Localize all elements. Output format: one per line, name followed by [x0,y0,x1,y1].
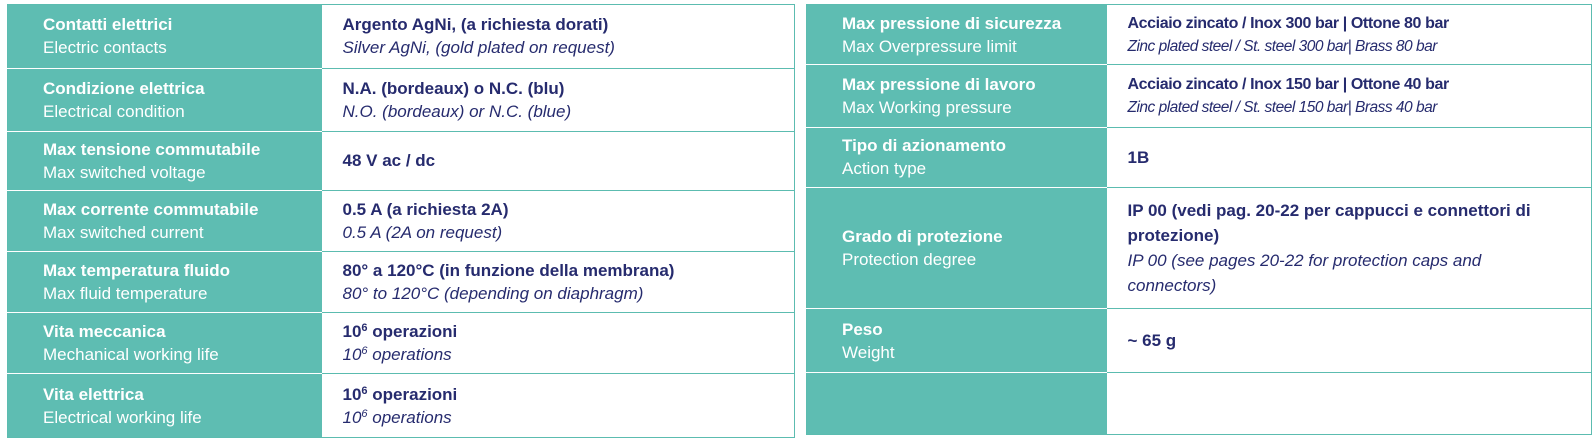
value-english [343,343,787,366]
value-exponent: 6 [361,384,368,397]
value-base: 10 [342,407,362,427]
value-italian: 48 V ac / dc [342,151,436,171]
label-italian: Max temperatura fluido [43,261,231,281]
spec-row-protection-degree [807,187,1592,309]
spec-row-empty [807,372,1592,434]
spec-label [807,187,1107,309]
label-english: Max Working pressure [842,97,1012,117]
specs-table-left [7,4,795,438]
value-exponent: 6 [361,345,368,358]
value-base: 10 [342,345,362,365]
spec-value [322,312,795,374]
label-italian: Tipo di azionamento [842,136,1007,156]
spec-value [322,68,795,132]
value-exponent: 6 [361,322,368,335]
spec-value [1107,127,1592,187]
label-italian: Contatti elettrici [43,15,173,35]
label-italian: Max pressione di sicurezza [842,13,1062,33]
value-english: Zinc plated steel / St. steel 300 bar| Brass 80 bar [1127,37,1437,55]
label-italian: Max tensione commutabile [43,139,261,159]
spec-value [322,374,795,438]
label-english: Electric contacts [43,38,167,58]
label-italian: Max corrente commutabile [43,199,259,219]
label-english: Action type [842,159,927,179]
spec-label [807,65,1107,127]
value-italian [343,320,787,343]
spec-label [8,374,322,438]
label-italian: Grado di protezione [842,227,1003,247]
value-unit: operations [367,407,452,427]
value-english: IP 00 (see pages 20-22 for protection caps and connectors) [1127,251,1482,296]
spec-label [8,132,322,190]
spec-value [1107,309,1592,372]
value-english: Silver AgNi, (gold plated on request) [342,38,615,58]
spec-row-switched-current [8,190,795,252]
spec-value-empty [1107,372,1592,434]
label-english: Electrical condition [43,101,185,121]
value-english [343,406,787,429]
spec-value [1107,65,1592,127]
label-english: Protection degree [842,250,977,270]
spec-row-action-type [807,127,1592,187]
value-italian: Acciaio zincato / Inox 150 bar | Ottone 40 bar [1127,75,1449,93]
value-italian: 80° a 120°C (in funzione della membrana) [342,261,675,281]
label-italian: Max pressione di lavoro [842,74,1036,94]
label-english: Electrical working life [43,407,202,427]
value-italian: Argento AgNi, (a richiesta dorati) [342,15,609,35]
spec-label [807,309,1107,372]
value-base: 10 [342,384,362,404]
label-english: Max fluid temperature [43,284,208,304]
value-unit: operations [367,345,452,365]
spec-label [8,252,322,313]
value-english: 0.5 A (2A on request) [342,222,503,242]
label-english: Weight [842,342,895,362]
spec-value [322,132,795,190]
value-english: Zinc plated steel / St. steel 150 bar| Brass 40 bar [1127,98,1437,116]
value-italian: 1B [1127,147,1150,167]
value-exponent: 6 [361,407,368,420]
spec-label [8,190,322,252]
value-italian: 0.5 A (a richiesta 2A) [342,199,509,219]
spec-row-switched-voltage [8,132,795,190]
spec-value [322,5,795,69]
value-italian: Acciaio zincato / Inox 300 bar | Ottone 80 bar [1127,14,1449,32]
spec-value [1107,187,1592,309]
spec-label [8,5,322,69]
value-unit: operazioni [367,322,458,342]
value-italian [343,383,787,406]
label-italian: Peso [842,319,883,339]
value-english: 80° to 120°C (depending on diaphragm) [342,284,644,304]
spec-row-electric-contacts [8,5,795,69]
spec-label [8,312,322,374]
spec-label [807,5,1107,65]
spec-row-mechanical-life [8,312,795,374]
value-italian: ~ 65 g [1127,331,1177,351]
spec-row-overpressure [807,5,1592,65]
spec-row-electrical-condition [8,68,795,132]
spec-value [322,252,795,313]
label-italian: Vita elettrica [43,384,144,404]
specs-table-right [806,4,1592,435]
label-italian: Vita meccanica [43,322,166,342]
spec-row-working-pressure [807,65,1592,127]
spec-label [8,68,322,132]
label-english: Mechanical working life [43,345,219,365]
spec-label [807,127,1107,187]
value-unit: operazioni [367,384,458,404]
spec-value [1107,5,1592,65]
spec-row-weight [807,309,1592,372]
value-italian: IP 00 (vedi pag. 20-22 per cappucci e connettori di protezione) [1127,201,1531,246]
label-english: Max switched voltage [43,162,206,182]
label-italian: Condizione elettrica [43,78,205,98]
spec-value [322,190,795,252]
label-english: Max switched current [43,222,204,242]
spec-label-empty [807,372,1107,434]
spec-row-fluid-temperature [8,252,795,313]
value-italian: N.A. (bordeaux) o N.C. (blu) [342,78,565,98]
value-english: N.O. (bordeaux) or N.C. (blue) [342,101,572,121]
spec-row-electrical-life [8,374,795,438]
value-base: 10 [342,322,362,342]
label-english: Max Overpressure limit [842,36,1017,56]
